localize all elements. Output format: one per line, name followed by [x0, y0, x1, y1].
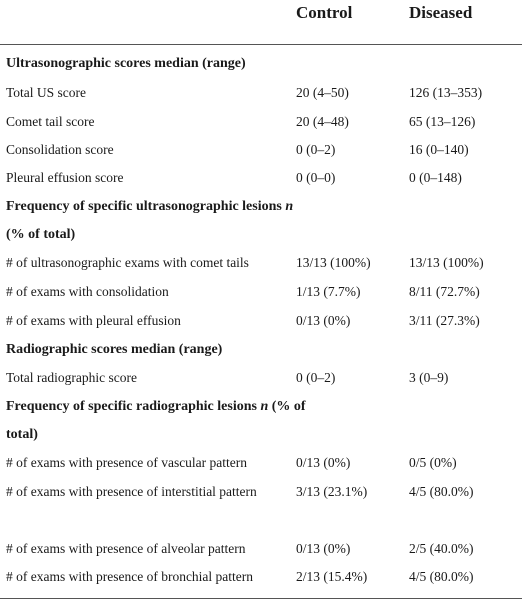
table-bottom-rule — [0, 598, 522, 599]
results-table: Control Diseased Ultrasonographic scores median (range) Total US score 20 (4–50) 126 (13–353) Comet tail score 20 (4–48) 65 (13–126) Consolidation score 0 (0–2) 16 (0–140) Pleural effusion score 0 (0–0) 0 (0–148) Frequency of specific ultrasonographic lesions n (% of total) # of ultrasonographic exams with comet tails 13/13 (100%) 13/13 (100%) # of exams with consolidation 1/13 (7.7%) 8/11 (72.7%) # of exams with pleural effusion 0/13 (0%) 3/11 (27.3%) Radiographic scores median (range) Total radiographic score 0 (0–2) 3 (0–9) Frequency of specific radiographic lesions n (% of total) # of exams with presence of vascular pattern 0/13 (0%) 0/5 (0%) # of exams with presence of interstitial pattern 3/13 (23.1%) 4/5 (80.0%) # of exams with presence of alveolar pattern 0/13 (0%) 2/5 (40.0%) # of exams with presence of bronchial pattern 2/13 (15.4%) 4/5 (80.0%) — [0, 0, 522, 605]
column-header-control: Control — [296, 3, 353, 22]
header-divider — [0, 44, 522, 45]
column-header-diseased: Diseased — [409, 3, 473, 22]
